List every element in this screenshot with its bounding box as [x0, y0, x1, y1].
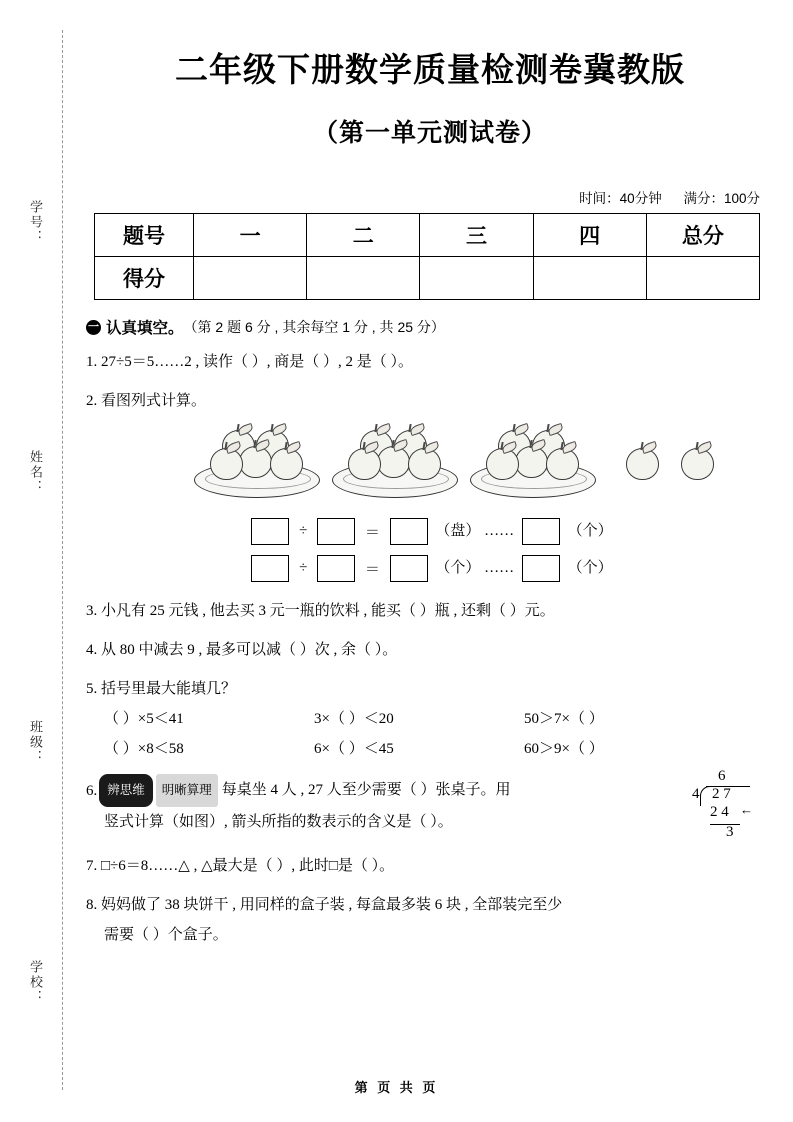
plate-3 — [470, 422, 594, 502]
side-label-name: 姓名： — [28, 450, 43, 495]
equals-symbol: ＝ — [364, 562, 380, 578]
question-6-text-1: 每桌坐 4 人 , 27 人至少需要（ ）张桌子。用 — [221, 781, 511, 798]
division-hook-icon — [700, 786, 711, 806]
score-cell-title-2: 二 — [307, 214, 420, 257]
score-cell-title-0: 题号 — [95, 214, 194, 257]
score-cell-value-2[interactable] — [307, 257, 420, 300]
page-subtitle: （第一单元测试卷） — [312, 119, 547, 147]
answer-box[interactable] — [390, 518, 428, 545]
question-6 — [86, 768, 774, 840]
answer-box[interactable] — [522, 555, 560, 582]
section-note: （第 2 题 6 分 , 其余每空 1 分 , 共 25 分） — [183, 319, 445, 335]
q6-tags — [86, 774, 222, 807]
unit-label-piece: （个） — [567, 559, 613, 576]
question-6-number: 6. — [86, 782, 98, 799]
question-8-line-2: 需要（ ）个盒子。 — [104, 927, 228, 943]
q5-item-3: 50＞7×（ ） — [524, 711, 604, 727]
apple-icon — [546, 448, 579, 480]
table-row — [95, 257, 760, 300]
apple-icon — [377, 446, 410, 478]
score-cell-value-4[interactable] — [533, 257, 646, 300]
section-title: 认真填空。 — [106, 320, 184, 337]
score-cell-value-3[interactable] — [420, 257, 533, 300]
apple-icon — [270, 448, 303, 480]
division-dividend: 2 7 — [712, 786, 731, 802]
division-subtrahend: 2 4 — [710, 804, 729, 820]
unit-label-piece: （个） — [567, 522, 613, 539]
fruit-illustration — [86, 422, 774, 508]
side-label-school: 学校： — [28, 960, 43, 1005]
question-2: 2. 看图列式计算。 — [86, 393, 207, 409]
plate-1 — [194, 422, 318, 502]
score-cell-value-0: 得分 — [95, 257, 194, 300]
score-cell-title-1: 一 — [194, 214, 307, 257]
apple-icon — [348, 448, 381, 480]
page-title: 二年级下册数学质量检测卷冀教版 — [175, 51, 685, 88]
answer-box[interactable] — [251, 518, 289, 545]
score-table — [94, 213, 760, 300]
paper-content — [86, 0, 774, 950]
page-footer: 第 页 共 页 — [354, 1080, 439, 1095]
q5-item-6: 60＞9×（ ） — [524, 741, 604, 757]
loose-apples — [626, 448, 732, 485]
exam-meta — [86, 187, 774, 207]
remainder-dots: …… — [484, 559, 515, 576]
q5-item-5: 6×（ ）＜45 — [314, 741, 394, 757]
divide-symbol: ÷ — [299, 523, 308, 539]
tag-reasoning: 明晰算理 — [156, 774, 218, 807]
arrow-left-icon: ← — [740, 802, 753, 817]
question-4: 4. 从 80 中减去 9 , 最多可以减（ ）次 , 余（ ）。 — [86, 642, 398, 658]
q5-item-4: （ ）×8＜58 — [104, 741, 184, 757]
section-marker-icon: 一 — [88, 320, 99, 333]
apple-icon — [681, 448, 714, 480]
divide-symbol: ÷ — [299, 560, 308, 576]
question-6-line-1 — [86, 774, 646, 807]
q5-item-1: （ ）×5＜41 — [104, 711, 184, 727]
table-row — [95, 214, 760, 257]
answer-box[interactable] — [251, 555, 289, 582]
question-2-answer-row-1 — [86, 518, 774, 545]
score-cell-value-1[interactable] — [194, 257, 307, 300]
side-label-student-id: 学号： — [28, 200, 43, 245]
question-3: 3. 小凡有 25 元钱 , 他去买 3 元一瓶的饮料 , 能买（ ）瓶 , 还剩（ ）元。 — [86, 603, 555, 619]
apple-icon — [239, 446, 272, 478]
apple-icon — [210, 448, 243, 480]
score-cell-value-5[interactable] — [646, 257, 759, 300]
unit-label-plate: （盘） — [435, 522, 481, 539]
question-6-text-2: 竖式计算（如图）, 箭头所指的数表示的含义是（ ）。 — [104, 814, 453, 830]
remainder-dots: …… — [484, 522, 515, 539]
question-8-line-1: 8. 妈妈做了 38 块饼干 , 用同样的盒子装 , 每盒最多装 6 块 , 全部装完至少 — [86, 897, 563, 913]
side-label-class: 班级： — [28, 720, 43, 765]
equals-symbol: ＝ — [364, 525, 380, 541]
division-line-2-icon — [710, 824, 740, 825]
answer-box[interactable] — [522, 518, 560, 545]
margin-dashed-line — [62, 30, 63, 1090]
question-5-row-2 — [86, 734, 774, 764]
question-5-row-1 — [86, 704, 774, 734]
side-margin-labels — [18, 0, 52, 1122]
score-cell-title-4: 四 — [533, 214, 646, 257]
section-heading-1 — [86, 316, 774, 338]
question-2-answer-row-2 — [86, 555, 774, 582]
plate-2 — [332, 422, 456, 502]
question-7: 7. □÷6＝8……△ , △最大是（ ）, 此时□是（ ）。 — [86, 858, 395, 874]
q5-item-2: 3×（ ）＜20 — [314, 711, 394, 727]
unit-label-piece: （个） — [435, 559, 481, 576]
question-5: 5. 括号里最大能填几？ — [86, 681, 237, 697]
apple-icon — [408, 448, 441, 480]
meta-total: 满分：100分 — [683, 191, 760, 206]
division-quotient: 6 — [718, 768, 726, 784]
question-1: 1. 27÷5＝5……2 , 读作（ ）, 商是（ ）, 2 是（ ）。 — [86, 354, 413, 370]
apple-icon — [626, 448, 659, 480]
answer-box[interactable] — [390, 555, 428, 582]
score-cell-title-5: 总分 — [646, 214, 759, 257]
answer-box[interactable] — [317, 518, 355, 545]
score-cell-title-3: 三 — [420, 214, 533, 257]
answer-box[interactable] — [317, 555, 355, 582]
apple-icon — [515, 446, 548, 478]
apple-icon — [486, 448, 519, 480]
division-divisor: 4 — [692, 786, 700, 802]
tag-thinking: 辨思维 — [99, 774, 153, 807]
meta-time: 时间：40分钟 — [579, 191, 662, 206]
division-remainder: 3 — [726, 824, 734, 840]
